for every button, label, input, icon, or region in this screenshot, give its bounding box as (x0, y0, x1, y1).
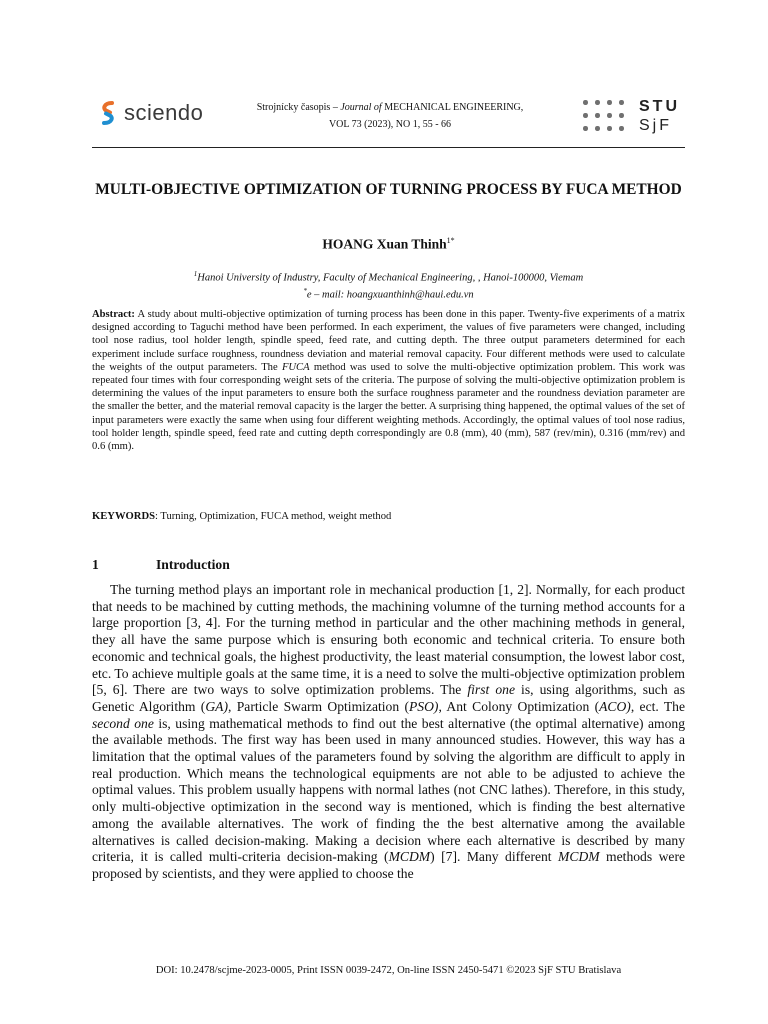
sciendo-logo-icon (98, 100, 118, 126)
paragraph: The turning method plays an important role in mechanical production [1, 2]. Normally, for each product that needs to be machined by cutting methods, the machining volumne of the turning method accounts for a large proportion [3, 4]. For the turning method in particular and the other machining methods in general, they all have the same purpose which is ensuring both economic and technical criteria. To ensure both economic and technical goals, the highest productivity, the least material consumption, the lowest labor cost, etc. To achieve multiple goals at the same time, it is a need to solve the multi-objective optimization problem [5, 6]. There are two ways to solve optimization problems. The first one is, using algorithms, such as Genetic Algorithm (GA), Particle Swarm Optimization (PSO), Ant Colony Optimization (ACO), ect. The second one is, using mathematical methods to find out the best alternative (the optimal alternative) among the available methods. The first way has been used in many announced studies. However, this way has a limitation that the optimal values of the parameters found by solving the algorithm are difficult to apply in real production. Which means the technological equipments are not able to be adjusted to achieve the optimal values. This problem usually happens with normal lathes (not CNC lathes). Therefore, in this study, only multi-objective optimization in the second way is mentioned, which is finding the best alternative among the available alternatives. The work of finding the the best alternative among the available alternatives is called decision-making. Making a decision where each alternative is described by many criteria, it is called multi-criteria decision-making (MCDM) [7]. Many different MCDM methods were proposed by scientists, and they were applied to choose the (92, 582, 686, 881)
stu-sjf-logo (583, 98, 687, 136)
sjf-text: SjF (639, 117, 672, 134)
journal-suffix: MECHANICAL ENGINEERING, (381, 102, 524, 113)
abstract-italic: FUCA (281, 361, 310, 373)
affiliation-sup-1: 1 (193, 270, 198, 278)
affiliation-sup-2: * (303, 287, 307, 295)
body-text (92, 582, 685, 883)
journal-prefix: Strojnícky časopis – (256, 102, 341, 113)
paper-title: MULTI-OBJECTIVE OPTIMIZATION OF TURNING PROCESS BY FUCA METHOD (95, 181, 682, 198)
journal-italic: Journal of (340, 102, 382, 113)
author-name: HOANG Xuan Thinh (322, 236, 447, 252)
stu-text: STU (639, 98, 680, 115)
doi-footer: DOI: 10.2478/scjme-2023-0005, Print ISSN 0039-2472, On-line ISSN 2450-5471 ©2023 SjF STU Bratislava (155, 965, 622, 976)
keywords-text: : Turning, Optimization, FUCA method, weight method (154, 511, 392, 522)
author (92, 236, 685, 253)
header-divider (92, 147, 685, 148)
journal-volume: VOL 73 (2023), NO 1, 55 - 66 (328, 119, 452, 130)
author-mark: 1* (446, 236, 455, 245)
abstract-label: Abstract: (92, 309, 135, 320)
sciendo-logo (98, 100, 203, 126)
abstract-text-2: method was used to solve the multi-objective optimization problem. This work was repeated four times with four corresponding weight sets of the criteria. The purpose of solving the multi-objective optimization problem is determining the values of the input parameters to ensure both the surface roughness parameter and the roundness deviation parameter are the smaller the better, and the material removal capacity is the larger the better. A surprising thing happened, the optimal values of the set of input parameters were exactly the same when using four different weighting methods. Accordingly, the optimal values of tool nose radius, tool holder length, spindle speed, feed rate and cutting depth correspondingly are 0.8 (mm), 40 (mm), 587 (rev/min), 0.316 (mm/rev) and 0.6 (mm). (92, 361, 686, 453)
email-line: e – mail: hoangxuanthinh@haui.edu.vn (306, 289, 474, 301)
keywords-label: KEYWORDS (92, 511, 155, 522)
abstract-text: A study about multi-objective optimization of turning process has been done in this paper. Twenty-five experiments of a matrix designed according to Taguchi method have been performed. In each experiment, the values of five parameters were changed, including tool nose radius, tool holder length, spindle speed, feed rate, and cutting depth. The three output parameters determined for each experiment include surface roughness, roundness deviation and material removal capacity. Four different methods were used to calculate the weights of the output parameters. The (92, 309, 685, 373)
keywords (92, 511, 685, 522)
affiliation (92, 268, 685, 302)
section-title: Introduction (156, 557, 230, 572)
abstract (92, 308, 685, 453)
affiliation-line: Hanoi University of Industry, Faculty of Mechanical Engineering, , Hanoi-100000, Viemam (197, 272, 584, 284)
publisher-name: sciendo (124, 100, 204, 125)
journal-header (230, 99, 550, 133)
section-number: 1 (92, 557, 99, 572)
section-heading (92, 557, 230, 573)
